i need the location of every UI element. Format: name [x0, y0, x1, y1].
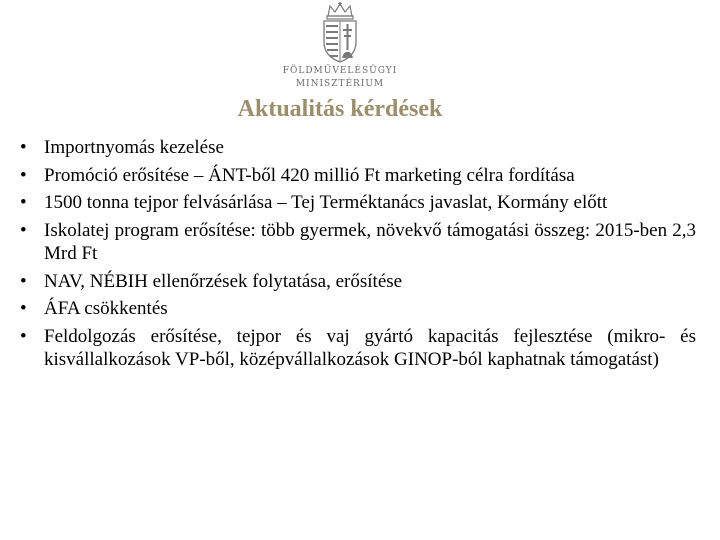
bullet-text: NAV, NÉBIH ellenőrzések folytatása, erősítése	[44, 270, 403, 292]
bullet-item	[20, 325, 696, 372]
bullet-item	[20, 191, 696, 215]
bullet-text: 1500 tonna tejpor felvásárlása – Tej Terméktanács javaslat, Kormány előtt	[44, 192, 608, 213]
bullet-text: Promóció erősítése – ÁNT-ből 420 millió Ft marketing célra fordítása	[44, 164, 575, 186]
bullet-icon: •	[20, 270, 27, 292]
bullet-text: Feldolgozás erősítése, tejpor és vaj gyártó kapacitás fejlesztése (mikro- és kisvállalkozások VP-ből, középvállalkozások GINOP-ból kaphatnak támogatást)	[44, 325, 696, 370]
bullet-list	[20, 136, 696, 376]
slide-title: Aktualitás kérdések	[237, 96, 443, 122]
bullet-text: Importnyomás kezelése	[44, 137, 224, 158]
bullet-icon: •	[20, 219, 27, 241]
ministry-name-line-2: MINISZTÉRIUM	[295, 79, 385, 89]
bullet-text: Iskolatej program erősítése: több gyermek, növekvő támogatási összeg: 2015-ben 2,3 Mrd Ft	[44, 219, 696, 264]
coat-of-arms-icon	[316, 2, 364, 64]
bullet-icon: •	[20, 298, 27, 319]
bullet-item	[20, 164, 696, 188]
ministry-name-line-1: FÖLDMŰVELÉSÜGYI	[282, 66, 398, 76]
bullet-icon: •	[20, 137, 27, 158]
bullet-icon: •	[20, 325, 27, 347]
bullet-icon: •	[20, 164, 27, 186]
bullet-icon: •	[20, 192, 27, 213]
bullet-item	[20, 219, 696, 266]
bullet-item	[20, 297, 696, 321]
ministry-logo	[270, 0, 410, 96]
bullet-text: ÁFA csökkentés	[44, 298, 168, 319]
bullet-item	[20, 136, 696, 160]
bullet-item	[20, 270, 696, 294]
